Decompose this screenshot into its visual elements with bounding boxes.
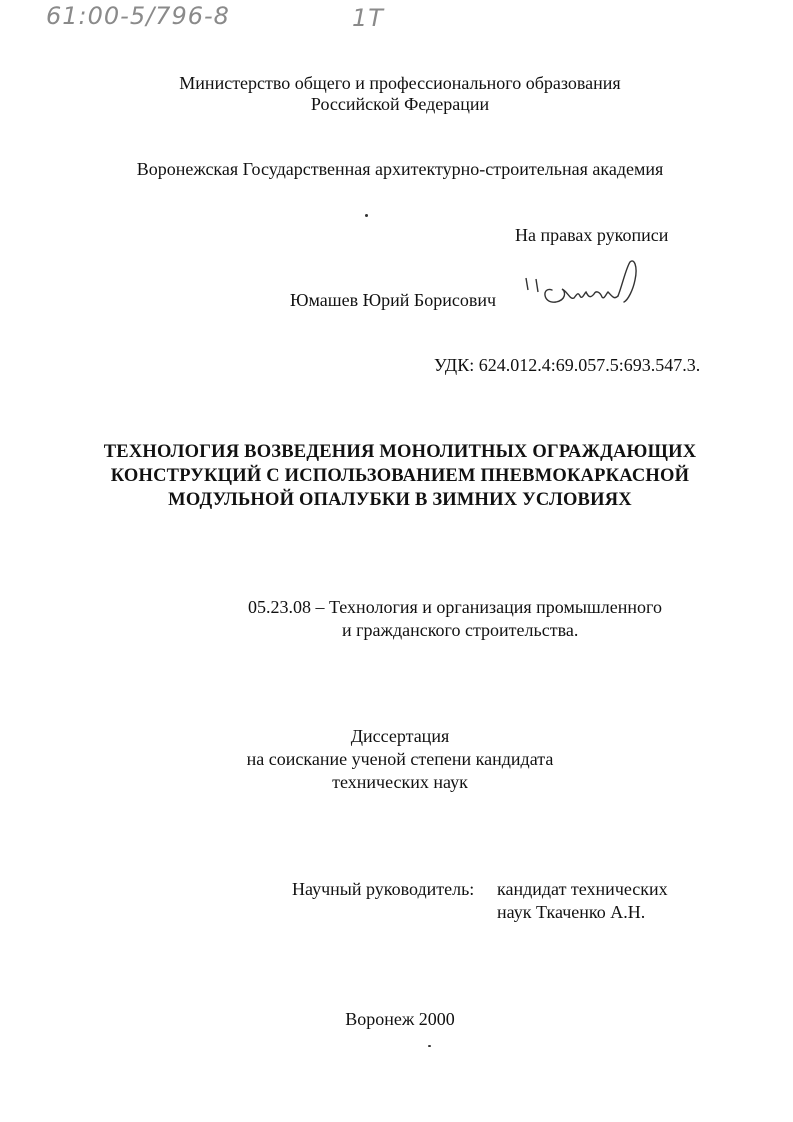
title-line-1: ТЕХНОЛОГИЯ ВОЗВЕДЕНИЯ МОНОЛИТНЫХ ОГРАЖДАЮЩИХ [103, 442, 697, 462]
specialty-line-1: 05.23.08 – Технология и организация промышленного [248, 597, 662, 617]
manuscript-rights: На правах рукописи [515, 225, 669, 245]
archive-number-handwritten: 61:00-5/796-8 [46, 2, 230, 30]
supervisor-label: Научный руководитель: [292, 879, 475, 899]
dissertation-title [60, 440, 740, 512]
scan-speck [365, 214, 368, 217]
author-signature [522, 256, 647, 311]
title-line-2: КОНСТРУКЦИЙ С ИСПОЛЬЗОВАНИЕМ ПНЕВМОКАРКАСНОЙ [110, 466, 690, 486]
archive-tag-handwritten: 1Т [352, 4, 384, 32]
ministry-line-1: Министерство общего и профессионального образования [179, 73, 621, 93]
specialty-line-2: и гражданского строительства. [342, 620, 579, 640]
dissertation-label: Диссертация [350, 726, 450, 746]
udk-code: УДК: 624.012.4:69.057.5:693.547.3. [434, 355, 701, 375]
title-line-3: МОДУЛЬНОЙ ОПАЛУБКИ В ЗИМНИХ УСЛОВИЯХ [168, 490, 632, 510]
supervisor-title: кандидат технических [497, 879, 668, 899]
field-line: технических наук [332, 772, 468, 792]
city-year: Воронеж 2000 [345, 1009, 455, 1029]
ministry-line-2: Российской Федерации [310, 94, 490, 114]
author-name: Юмашев Юрий Борисович [290, 290, 497, 310]
scan-speck [428, 1045, 431, 1047]
degree-line: на соискание ученой степени кандидата [246, 749, 554, 769]
academy-name: Воронежская Государственная архитектурно-строительная академия [136, 159, 664, 179]
supervisor-name: наук Ткаченко А.Н. [497, 902, 646, 922]
